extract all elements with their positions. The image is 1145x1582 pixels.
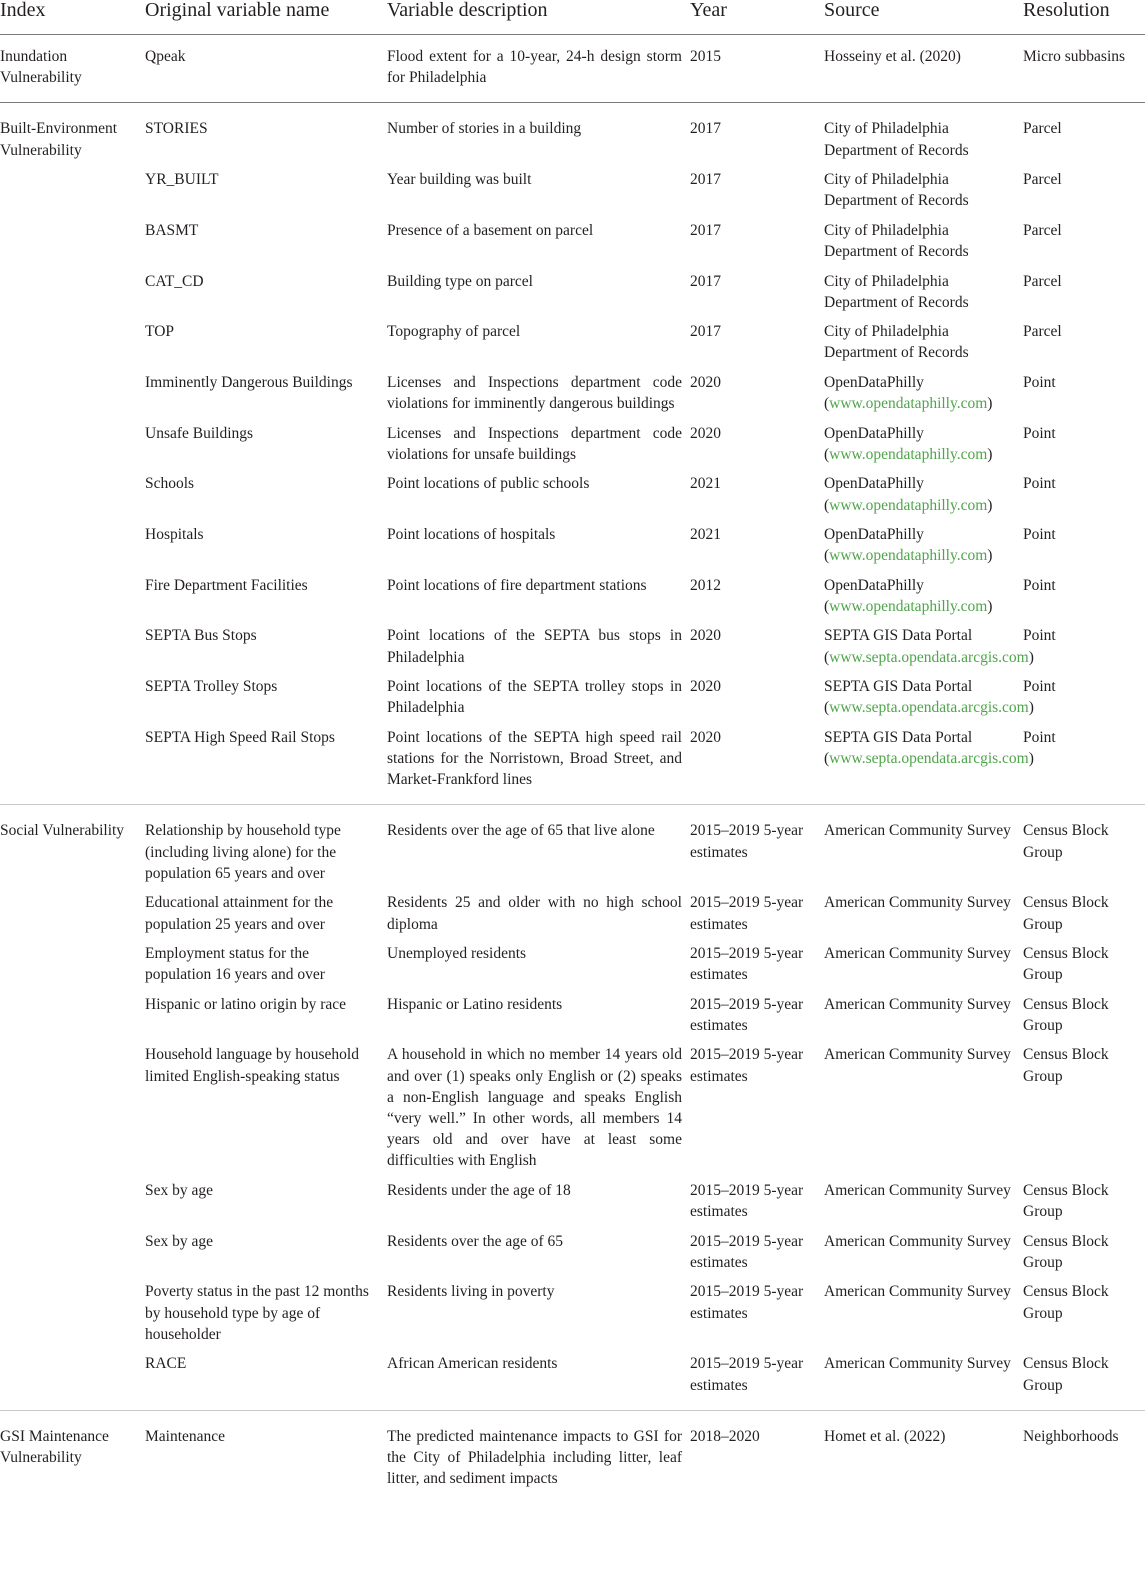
cell-year: 2015–2019 5-year estimates xyxy=(690,1181,804,1221)
cell-variable-description: Year building was built xyxy=(387,171,532,189)
cell-variable-description: Point locations of hospitals xyxy=(387,526,556,544)
cell-variable-description: Residents over the age of 65 xyxy=(387,1232,564,1250)
cell-year: 2012 xyxy=(690,576,721,594)
cell-index xyxy=(0,892,145,943)
table-row xyxy=(0,1410,1145,1497)
cell-year: 2021 xyxy=(690,475,721,493)
table-row xyxy=(0,1044,1145,1180)
cell-year: 2020 xyxy=(690,373,721,391)
cell-index: Inundation Vulnerability xyxy=(0,35,145,103)
cell-index xyxy=(0,1353,145,1410)
cell-index xyxy=(0,727,145,805)
cell-source: American Community Survey xyxy=(824,822,1011,840)
cell-year: 2021 xyxy=(690,526,721,544)
header-row xyxy=(0,0,1145,35)
source-text: OpenDataPhilly ( xyxy=(824,475,924,514)
cell-resolution: Point xyxy=(1023,424,1056,442)
cell-resolution: Census Block Group xyxy=(1023,1283,1109,1322)
cell-variable-description: Point locations of the SEPTA bus stops in Philadelphia xyxy=(387,627,682,666)
cell-source xyxy=(824,423,1023,474)
cell-source: American Community Survey xyxy=(824,1232,1011,1250)
cell-source: American Community Survey xyxy=(824,1353,1023,1410)
cell-source: City of Philadelphia Department of Records xyxy=(824,323,969,362)
cell-index xyxy=(0,676,145,727)
table-row xyxy=(0,1180,1145,1231)
source-text-end: ) xyxy=(987,547,993,565)
cell-resolution: Point xyxy=(1023,576,1056,594)
source-text-end: ) xyxy=(987,395,993,413)
source-text-end: ) xyxy=(987,445,993,463)
table-row xyxy=(0,805,1145,892)
cell-year: 2015–2019 5-year estimates xyxy=(690,1353,824,1410)
cell-resolution: Parcel xyxy=(1023,221,1062,239)
table-row xyxy=(0,372,1145,423)
cell-original-variable-name: Educational attainment for the population 25 years and over xyxy=(145,894,334,933)
cell-original-variable-name: SEPTA Trolley Stops xyxy=(145,678,278,696)
table-row xyxy=(0,892,1145,943)
cell-resolution: Parcel xyxy=(1023,323,1062,341)
cell-resolution: Census Block Group xyxy=(1023,1046,1109,1085)
cell-index xyxy=(0,1231,145,1282)
cell-variable-description: African American residents xyxy=(387,1353,690,1410)
header-year: Year xyxy=(690,0,824,35)
cell-resolution: Census Block Group xyxy=(1023,1181,1109,1221)
table-row xyxy=(0,1231,1145,1282)
cell-year: 2015–2019 5-year estimates xyxy=(690,1232,804,1271)
cell-resolution: Micro subbasins xyxy=(1023,35,1145,103)
cell-original-variable-name: CAT_CD xyxy=(145,272,204,290)
table-row xyxy=(0,321,1145,372)
cell-index xyxy=(0,943,145,994)
cell-index xyxy=(0,994,145,1045)
table-row xyxy=(0,35,1145,103)
cell-year: 2015–2019 5-year estimates xyxy=(690,894,804,933)
source-link[interactable]: www.opendataphilly.com xyxy=(829,496,988,514)
cell-variable-description: Presence of a basement on parcel xyxy=(387,221,594,239)
cell-original-variable-name: SEPTA Bus Stops xyxy=(145,627,257,645)
table-body xyxy=(0,35,1145,1498)
cell-year: 2017 xyxy=(690,171,721,189)
cell-source xyxy=(824,575,1023,626)
cell-original-variable-name: Hospitals xyxy=(145,526,204,544)
source-text-end: ) xyxy=(1028,699,1034,717)
cell-variable-description: Residents 25 and older with no high school diploma xyxy=(387,894,682,933)
cell-source: American Community Survey xyxy=(824,995,1011,1013)
cell-year: 2015 xyxy=(690,35,824,103)
cell-index xyxy=(0,524,145,575)
cell-resolution: Neighborhoods xyxy=(1023,1427,1119,1445)
cell-year: 2015–2019 5-year estimates xyxy=(690,822,804,861)
table-row xyxy=(0,625,1145,676)
cell-variable-description: Point locations of the SEPTA trolley stops in Philadelphia xyxy=(387,678,682,717)
table-row xyxy=(0,524,1145,575)
table-row xyxy=(0,575,1145,626)
cell-source: American Community Survey xyxy=(824,1181,1011,1199)
cell-original-variable-name: Maintenance xyxy=(145,1427,226,1445)
source-text-end: ) xyxy=(1028,750,1034,768)
cell-index: GSI Maintenance Vulnerability xyxy=(0,1427,109,1466)
cell-original-variable-name: Sex by age xyxy=(145,1181,214,1199)
cell-resolution: Census Block Group xyxy=(1023,995,1109,1034)
source-link[interactable]: www.septa.opendata.arcgis.com xyxy=(829,648,1029,666)
cell-resolution: Point xyxy=(1023,373,1056,391)
cell-variable-description: Residents living in poverty xyxy=(387,1283,555,1301)
header-index: Index xyxy=(0,0,145,35)
cell-year: 2017 xyxy=(690,272,721,290)
cell-index xyxy=(0,321,145,372)
cell-variable-description: Residents under the age of 18 xyxy=(387,1181,571,1199)
cell-source: American Community Survey xyxy=(824,945,1011,963)
cell-original-variable-name: Qpeak xyxy=(145,35,387,103)
cell-year: 2020 xyxy=(690,727,824,805)
cell-index xyxy=(0,169,145,220)
source-link[interactable]: www.opendataphilly.com xyxy=(829,597,988,615)
cell-year: 2017 xyxy=(690,120,721,138)
cell-original-variable-name: Poverty status in the past 12 months by household type by age of householder xyxy=(145,1283,369,1343)
cell-index xyxy=(0,575,145,626)
cell-year: 2018–2020 xyxy=(690,1427,760,1445)
cell-variable-description: Licenses and Inspections department code violations for imminently dangerous buildings xyxy=(387,373,682,413)
cell-original-variable-name: Employment status for the population 16 years and over xyxy=(145,945,325,984)
source-text-end: ) xyxy=(1028,648,1034,666)
cell-year: 2020 xyxy=(690,678,721,696)
source-link[interactable]: www.septa.opendata.arcgis.com xyxy=(829,699,1029,717)
cell-variable-description: Licenses and Inspections department code violations for unsafe buildings xyxy=(387,424,682,463)
source-text: OpenDataPhilly ( xyxy=(824,424,924,463)
source-text-end: ) xyxy=(987,496,993,514)
cell-index: Social Vulnerability xyxy=(0,822,125,840)
cell-source: City of Philadelphia Department of Records xyxy=(824,221,969,261)
cell-resolution: Point xyxy=(1023,678,1056,696)
cell-variable-description: The predicted maintenance impacts to GSI for the City of Philadelphia including litter, leaf litter, and sediment impacts xyxy=(387,1427,682,1488)
table-row xyxy=(0,994,1145,1045)
table-row xyxy=(0,103,1145,169)
cell-variable-description: Point locations of the SEPTA high speed rail stations for the Norristown, Broad Street, and Market-Frankford lines xyxy=(387,727,690,805)
cell-resolution: Point xyxy=(1023,526,1056,544)
cell-index xyxy=(0,220,145,271)
table-row xyxy=(0,1281,1145,1353)
cell-source xyxy=(824,372,1023,423)
cell-original-variable-name: Unsafe Buildings xyxy=(145,424,254,442)
cell-source: American Community Survey xyxy=(824,1046,1011,1064)
source-text: SEPTA GIS Data Portal ( xyxy=(824,678,973,717)
header-resolution: Resolution xyxy=(1023,0,1145,35)
table-row xyxy=(0,676,1145,727)
cell-index xyxy=(0,372,145,423)
cell-original-variable-name: BASMT xyxy=(145,221,199,239)
cell-resolution: Point xyxy=(1023,727,1145,805)
cell-index xyxy=(0,1281,145,1353)
cell-source: Homet et al. (2022) xyxy=(824,1427,946,1445)
cell-source xyxy=(824,676,1034,727)
cell-original-variable-name: Hispanic or latino origin by race xyxy=(145,995,347,1013)
source-text: OpenDataPhilly ( xyxy=(824,526,924,565)
cell-index xyxy=(0,1044,145,1180)
table-row xyxy=(0,423,1145,474)
table-row xyxy=(0,271,1145,322)
cell-year: 2020 xyxy=(690,627,721,645)
cell-variable-description: A household in which no member 14 years old and over (1) speaks only English or (2) speaks a non-English language and speaks English “very well.” In other words, all members 14 years old and over have at least some difficulties with English xyxy=(387,1046,682,1170)
cell-resolution: Census Block Group xyxy=(1023,1353,1145,1410)
cell-variable-description: Hispanic or Latino residents xyxy=(387,995,563,1013)
table-header xyxy=(0,0,1145,35)
table-row xyxy=(0,220,1145,271)
cell-original-variable-name: Household language by household limited English-speaking status xyxy=(145,1046,359,1085)
cell-year: 2015–2019 5-year estimates xyxy=(690,995,804,1034)
cell-resolution: Census Block Group xyxy=(1023,822,1109,861)
cell-original-variable-name: STORIES xyxy=(145,120,208,138)
table-row xyxy=(0,727,1145,805)
cell-index xyxy=(0,625,145,676)
cell-source xyxy=(824,473,1023,524)
cell-variable-description: Point locations of fire department stations xyxy=(387,576,647,594)
cell-variable-description: Residents over the age of 65 that live alone xyxy=(387,822,655,840)
cell-original-variable-name: RACE xyxy=(145,1353,387,1410)
cell-index xyxy=(0,473,145,524)
cell-resolution: Census Block Group xyxy=(1023,945,1109,984)
header-source: Source xyxy=(824,0,1023,35)
cell-variable-description: Unemployed residents xyxy=(387,945,527,963)
source-link[interactable]: www.opendataphilly.com xyxy=(829,547,988,565)
cell-source: City of Philadelphia Department of Records xyxy=(824,272,969,311)
cell-original-variable-name: Relationship by household type (including living alone) for the population 65 years and over xyxy=(145,822,341,882)
source-text: SEPTA GIS Data Portal ( xyxy=(824,728,973,768)
cell-original-variable-name: Fire Department Facilities xyxy=(145,576,308,594)
source-link[interactable]: www.opendataphilly.com xyxy=(829,445,988,463)
cell-year: 2015–2019 5-year estimates xyxy=(690,945,804,984)
table-row xyxy=(0,473,1145,524)
cell-year: 2020 xyxy=(690,424,721,442)
cell-source xyxy=(824,727,1034,805)
cell-original-variable-name: Schools xyxy=(145,475,195,493)
cell-original-variable-name: SEPTA High Speed Rail Stops xyxy=(145,727,387,805)
cell-year: 2015–2019 5-year estimates xyxy=(690,1283,804,1322)
cell-resolution: Census Block Group xyxy=(1023,1232,1109,1271)
cell-year: 2015–2019 5-year estimates xyxy=(690,1046,804,1085)
cell-index xyxy=(0,271,145,322)
cell-source: City of Philadelphia Department of Records xyxy=(824,120,969,159)
cell-index xyxy=(0,1180,145,1231)
cell-variable-description: Point locations of public schools xyxy=(387,475,590,493)
header-variable-description: Variable description xyxy=(387,0,690,35)
cell-variable-description: Topography of parcel xyxy=(387,323,521,341)
cell-source: Hosseiny et al. (2020) xyxy=(824,35,1023,103)
table-row xyxy=(0,169,1145,220)
cell-year: 2017 xyxy=(690,221,721,239)
cell-source xyxy=(824,625,1034,676)
cell-resolution: Parcel xyxy=(1023,120,1062,138)
cell-resolution: Parcel xyxy=(1023,272,1062,290)
cell-resolution: Census Block Group xyxy=(1023,894,1109,933)
cell-original-variable-name: Sex by age xyxy=(145,1232,214,1250)
source-link[interactable]: www.opendataphilly.com xyxy=(829,395,988,413)
header-original-variable-name: Original variable name xyxy=(145,0,387,35)
cell-resolution: Point xyxy=(1023,627,1056,645)
cell-source: American Community Survey xyxy=(824,1283,1011,1301)
cell-source: American Community Survey xyxy=(824,894,1011,912)
source-text: OpenDataPhilly ( xyxy=(824,373,924,413)
cell-year: 2017 xyxy=(690,323,721,341)
table-row xyxy=(0,943,1145,994)
cell-variable-description: Building type on parcel xyxy=(387,272,533,290)
source-text: SEPTA GIS Data Portal ( xyxy=(824,627,973,666)
cell-source: City of Philadelphia Department of Records xyxy=(824,171,969,210)
cell-original-variable-name: TOP xyxy=(145,323,175,341)
table-row xyxy=(0,1353,1145,1410)
source-link[interactable]: www.septa.opendata.arcgis.com xyxy=(829,750,1029,768)
cell-resolution: Point xyxy=(1023,475,1056,493)
cell-variable-description: Flood extent for a 10-year, 24-h design storm for Philadelphia xyxy=(387,35,690,103)
source-text: OpenDataPhilly ( xyxy=(824,576,924,615)
cell-original-variable-name: YR_BUILT xyxy=(145,171,219,189)
cell-variable-description: Number of stories in a building xyxy=(387,120,582,138)
cell-index: Built-Environment Vulnerability xyxy=(0,120,118,159)
cell-index xyxy=(0,423,145,474)
cell-original-variable-name: Imminently Dangerous Buildings xyxy=(145,373,353,391)
cell-source xyxy=(824,524,1023,575)
cell-resolution: Parcel xyxy=(1023,171,1062,189)
source-text-end: ) xyxy=(987,597,993,615)
